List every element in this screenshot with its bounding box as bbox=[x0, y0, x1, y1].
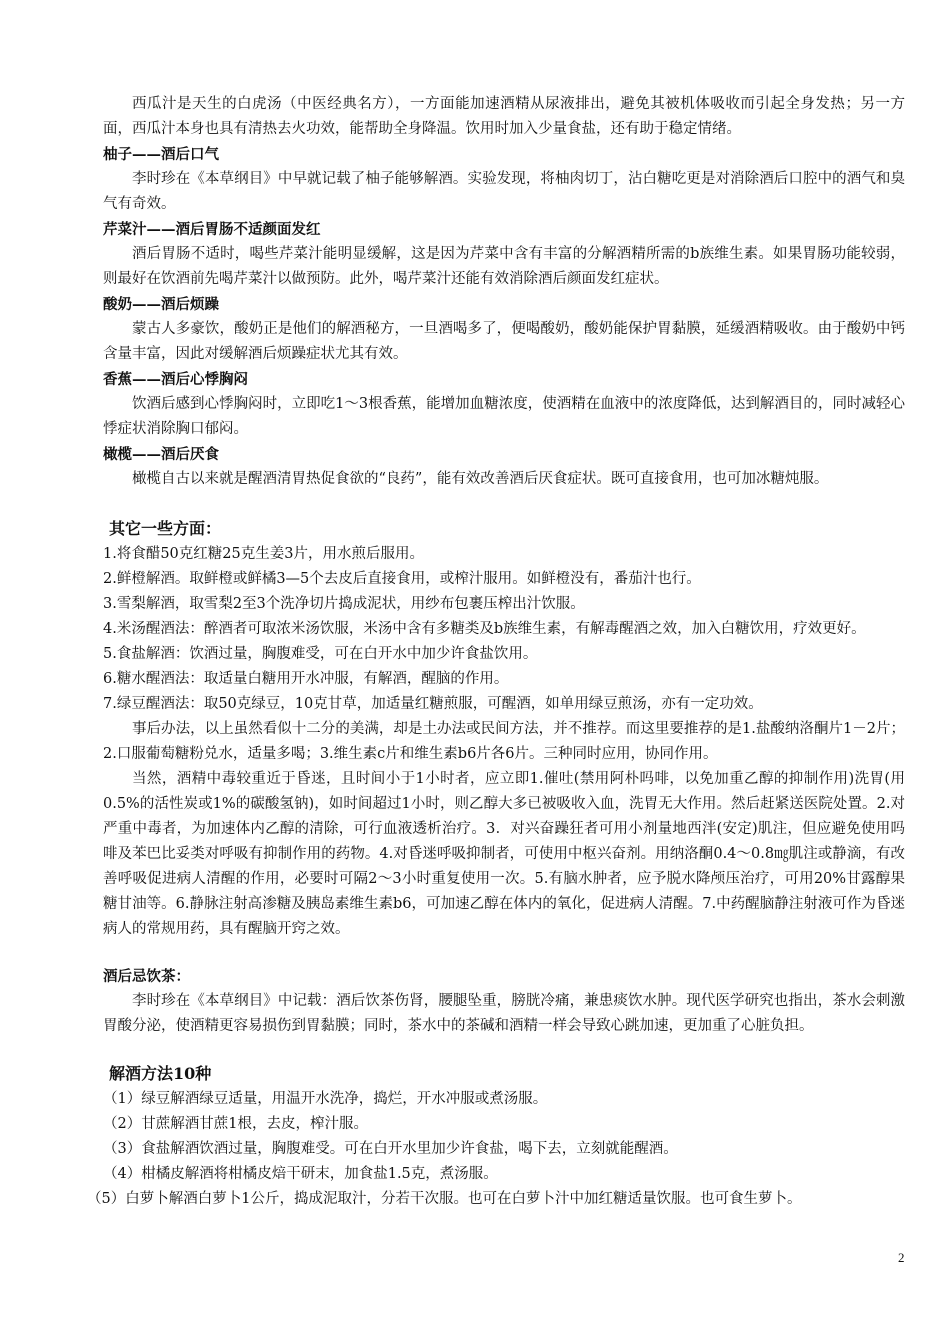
list-item: 4.米汤醒酒法：醉酒者可取浓米汤饮服，米汤中含有多糖类及b族维生素，有解毒醒酒之效，加入白糖饮用，疗效更好。 bbox=[103, 621, 866, 637]
page-content bbox=[87, 92, 905, 1212]
section-heading-olive: 橄榄——酒后厌食 bbox=[103, 446, 219, 463]
list-item: 1.将食醋50克红糖25克生姜3片，用水煎后服用。 bbox=[103, 546, 424, 562]
other-methods-list bbox=[103, 542, 905, 717]
section-heading-banana: 香蕉——酒后心悸胸闷 bbox=[103, 371, 248, 388]
medical-treatment-paragraph: 当然，酒精中毒较重近于昏迷，且时间小于1小时者，应立即1.催吐(禁用阿朴吗啡，以免加重乙醇的抑制作用)洗胃(用0.5%的活性炭或1%的碳酸氢钠)，如时间超过1小时，则乙醇大多已被吸收入血，洗胃无大作用。然后赶紧送医院处置。2.对严重中毒者，为加速体内乙醇的清除，可行血液透析治疗。3．对兴奋躁狂者可用小剂量地西泮(安定)肌注，但应避免使用吗啡及苯巴比妥类对呼吸有抑制作用的药物。4.对昏迷呼吸抑制者，可使用中枢兴奋剂。用纳洛酮0.4～0.8㎎肌注或静滴，有改善呼吸促进病人清醒的作用，必要时可隔2～3小时重复使用一次。5.有脑水肿者，应予脱水降颅压治疗，可用20%甘露醇果糖甘油等。6.静脉注射高渗糖及胰岛素维生素b6，可加速乙醇在体内的氧化，促进病人清醒。7.中药醒脑静注射液可作为昏迷病人的常规用药，具有醒脑开窍之效。 bbox=[103, 771, 905, 937]
aftercare-paragraph: 事后办法，以上虽然看似十二分的美满，却是土办法或民间方法，并不推荐。而这里要推荐的是1.盐酸纳洛酮片1－2片；2.口服葡萄糖粉兑水，适量多喝；3.维生素c片和维生素b6片各6片。三种同时应用，协同作用。 bbox=[103, 721, 905, 762]
other-methods-title: 其它一些方面： bbox=[109, 519, 222, 538]
section-heading-celery: 芹菜汁——酒后胃肠不适颜面发红 bbox=[103, 221, 321, 238]
list-item: （5）白萝卜解酒白萝卜1公斤，捣成泥取汁，分若干次服。也可在白萝卜汁中加红糖适量饮服。也可食生萝卜。 bbox=[87, 1191, 802, 1207]
list-item: （2）甘蔗解酒甘蔗1根，去皮，榨汁服。 bbox=[103, 1116, 368, 1132]
list-item: （3）食盐解酒饮酒过量，胸腹难受。可在白开水里加少许食盐，喝下去，立刻就能醒酒。 bbox=[103, 1141, 678, 1157]
page-number: 2 bbox=[898, 1250, 905, 1265]
list-item: 3.雪梨解酒，取雪梨2至3个洗净切片捣成泥状，用纱布包裹压榨出汁饮服。 bbox=[103, 596, 585, 612]
ten-methods-title: 解酒方法10种 bbox=[109, 1064, 212, 1083]
section-text-banana: 饮酒后感到心悸胸闷时，立即吃1～3根香蕉，能增加血糖浓度，使酒精在血液中的浓度降低，达到解酒目的，同时减轻心悸症状消除胸口郁闷。 bbox=[103, 396, 905, 437]
list-item: 2.鲜橙解酒。取鲜橙或鲜橘3—5个去皮后直接食用，或榨汁服用。如鲜橙没有，番茄汁也行。 bbox=[103, 571, 701, 587]
section-text-olive: 橄榄自古以来就是醒酒清胃热促食欲的“良药”，能有效改善酒后厌食症状。既可直接食用，也可加冰糖炖服。 bbox=[132, 471, 829, 487]
list-item: 7.绿豆醒酒法：取50克绿豆，10克甘草，加适量红糖煎服，可醒酒，如单用绿豆煎汤，亦有一定功效。 bbox=[103, 696, 763, 712]
list-item: 6.糖水醒酒法：取适量白糖用开水冲服，有解酒，醒脑的作用。 bbox=[103, 671, 509, 687]
section-text-yogurt: 蒙古人多豪饮，酸奶正是他们的解酒秘方，一旦酒喝多了，便喝酸奶，酸奶能保护胃黏膜，延缓酒精吸收。由于酸奶中钙含量丰富，因此对缓解酒后烦躁症状尤其有效。 bbox=[103, 321, 905, 362]
intro-paragraph: 西瓜汁是天生的白虎汤（中医经典名方），一方面能加速酒精从尿液排出，避免其被机体吸收而引起全身发热；另一方面，西瓜汁本身也具有清热去火功效，能帮助全身降温。饮用时加入少量食盐，还有助于稳定情绪。 bbox=[103, 96, 905, 137]
section-heading-pomelo: 柚子——酒后口气 bbox=[103, 146, 219, 163]
tea-warning-title: 酒后忌饮茶： bbox=[103, 968, 190, 985]
section-text-pomelo: 李时珍在《本草纲目》中早就记载了柚子能够解酒。实验发现，将柚肉切丁，沾白糖吃更是对消除酒后口腔中的酒气和臭气有奇效。 bbox=[103, 171, 905, 212]
section-text-celery: 酒后胃肠不适时，喝些芹菜汁能明显缓解，这是因为芹菜中含有丰富的分解酒精所需的b族维生素。如果胃肠功能较弱，则最好在饮酒前先喝芹菜汁以做预防。此外，喝芹菜汁还能有效消除酒后颜面发红症状。 bbox=[103, 246, 905, 287]
section-heading-yogurt: 酸奶——酒后烦躁 bbox=[103, 296, 219, 313]
list-item: 5.食盐解酒：饮酒过量，胸腹难受，可在白开水中加少许食盐饮用。 bbox=[103, 646, 538, 662]
ten-methods-list bbox=[87, 1087, 905, 1212]
list-item: （1）绿豆解酒绿豆适量，用温开水洗净，捣烂，开水冲服或煮汤服。 bbox=[103, 1091, 548, 1107]
tea-warning-text: 李时珍在《本草纲目》中记载：酒后饮茶伤肾，腰腿坠重，膀胱冷痛，兼患痰饮水肿。现代医学研究也指出，茶水会刺激胃酸分泌，使酒精更容易损伤到胃黏膜；同时，茶水中的茶碱和酒精一样会导致心跳加速，更加重了心脏负担。 bbox=[103, 993, 905, 1034]
list-item: （4）柑橘皮解酒将柑橘皮焙干研末，加食盐1.5克，煮汤服。 bbox=[103, 1166, 498, 1182]
